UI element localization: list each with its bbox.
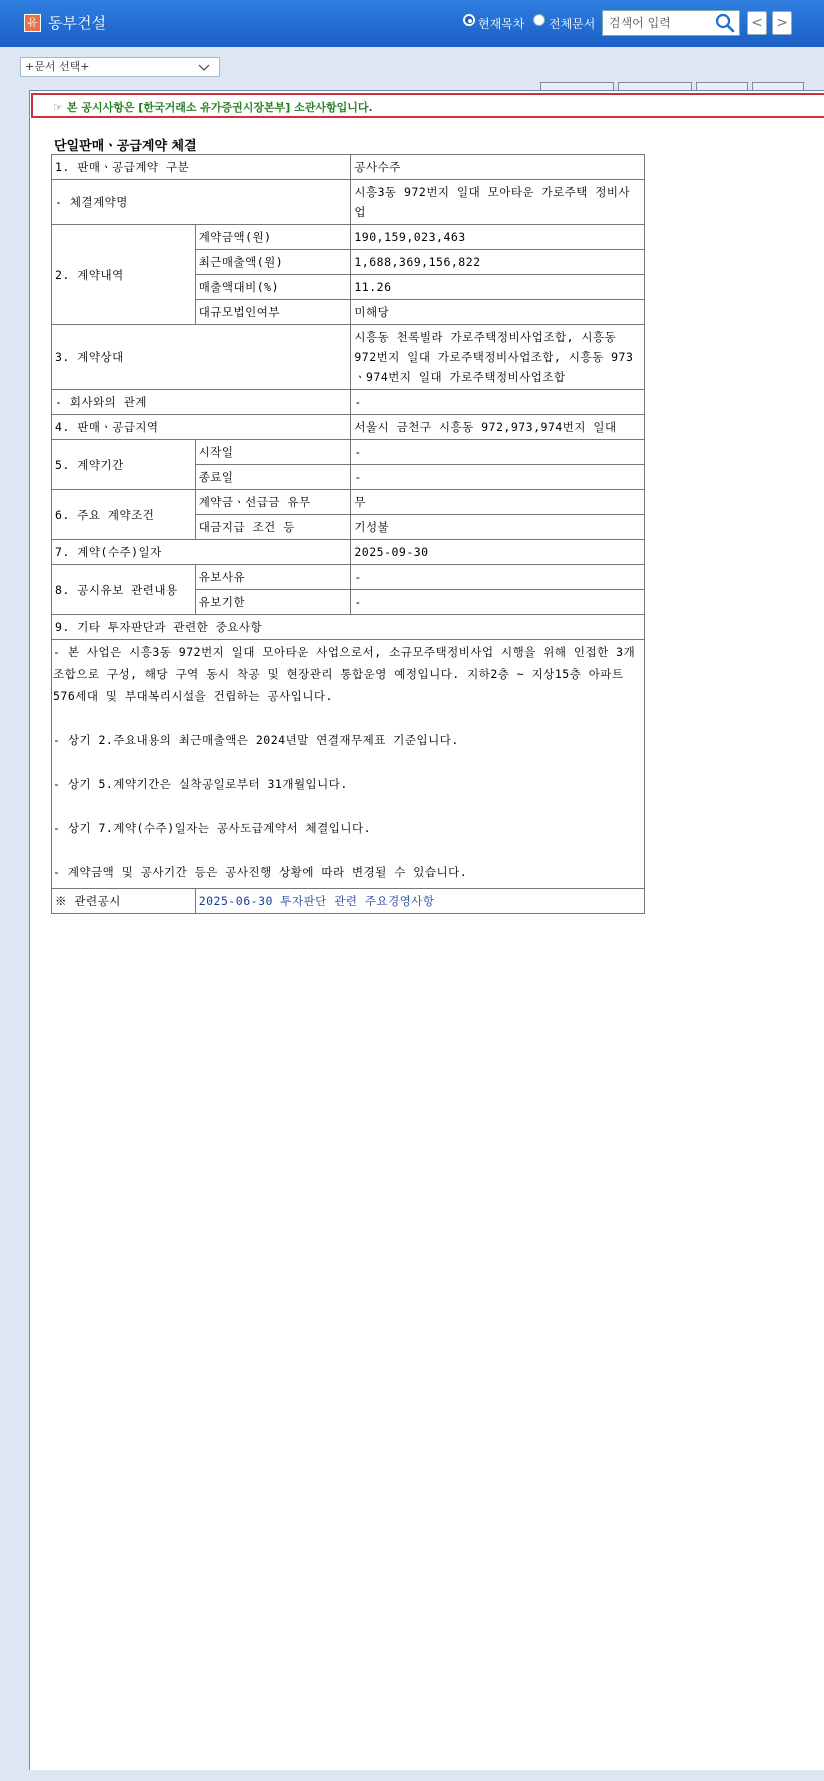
row-value: 서울시 금천구 시흥동 972,973,974번지 일대: [351, 415, 645, 440]
row-label: 5. 계약기간: [52, 440, 196, 490]
company-logo-icon: 유: [24, 14, 41, 32]
search-box: [602, 10, 740, 36]
row-value: 11.26: [351, 275, 645, 300]
row-value: 시흥3동 972번지 일대 모아타운 가로주택 정비사업: [351, 180, 645, 225]
sub-label: 매출액대비(%): [195, 275, 351, 300]
row-label: 6. 주요 계약조건: [52, 490, 196, 540]
note-paragraph: - 상기 5.계약기간은 실착공일로부터 31개월입니다.: [53, 777, 348, 791]
sub-label: 계약금ㆍ선급금 유무: [195, 490, 351, 515]
row-label: 7. 계약(수주)일자: [52, 540, 351, 565]
table-row: [52, 640, 645, 889]
next-button[interactable]: >: [772, 11, 792, 35]
sub-label: 최근매출액(원): [195, 250, 351, 275]
table-row: [52, 155, 645, 180]
top-header: [0, 0, 824, 47]
row-value: 공사수주: [351, 155, 645, 180]
row-value: 시흥동 천록빌라 가로주택정비사업조합, 시흥동 972번지 일대 가로주택정비사업조합, 시흥동 973ㆍ974번지 일대 가로주택정비사업조합: [351, 325, 645, 390]
radio-all-documents[interactable]: [533, 14, 545, 26]
row-value: -: [351, 590, 645, 615]
sub-label: 시작일: [195, 440, 351, 465]
document-select[interactable]: [20, 57, 220, 77]
row-label: 2. 계약내역: [52, 225, 196, 325]
sub-label: 계약금액(원): [195, 225, 351, 250]
table-row: [52, 565, 645, 590]
table-row: [52, 180, 645, 225]
sub-label: 종료일: [195, 465, 351, 490]
note-paragraph: - 계약금액 및 공사기간 등은 공사진행 상황에 따라 변경될 수 있습니다.: [53, 865, 468, 879]
search-input[interactable]: [609, 14, 709, 32]
radio-current-label[interactable]: 현재목차: [478, 17, 525, 31]
note-paragraph: - 상기 7.계약(수주)일자는 공사도급계약서 체결입니다.: [53, 821, 372, 835]
related-disclosure-link[interactable]: 2025-06-30 투자판단 관련 주요경영사항: [195, 889, 644, 914]
row-value: -: [351, 390, 645, 415]
table-row: [52, 325, 645, 390]
chevron-down-icon: [197, 61, 211, 79]
row-value: 기성불: [351, 515, 645, 540]
row-value: 190,159,023,463: [351, 225, 645, 250]
sub-label: 대규모법인여부: [195, 300, 351, 325]
row-label: 4. 판매ㆍ공급지역: [52, 415, 351, 440]
row-value: -: [351, 465, 645, 490]
note-paragraph: - 상기 2.주요내용의 최근매출액은 2024년말 연결재무제표 기준입니다.: [53, 733, 459, 747]
notice-text: 본 공시사항은 [한국거래소 유가증권시장본부] 소관사항입니다.: [66, 101, 373, 114]
row-label: 3. 계약상대: [52, 325, 351, 390]
table-row: [52, 490, 645, 515]
row-label: 9. 기타 투자판단과 관련한 중요사항: [52, 615, 645, 640]
company-name: 동부건설: [48, 14, 106, 32]
notice-banner: [31, 93, 824, 118]
row-label: - 체결계약명: [52, 180, 351, 225]
row-value: -: [351, 440, 645, 465]
row-label: - 회사와의 관계: [52, 390, 351, 415]
row-value: 2025-09-30: [351, 540, 645, 565]
radio-all-label[interactable]: 전체문서: [549, 17, 596, 31]
pointing-hand-icon: ☞: [53, 101, 63, 114]
table-row: [52, 615, 645, 640]
radio-current-section[interactable]: [463, 14, 475, 26]
table-row: [52, 390, 645, 415]
sub-label: 유보사유: [195, 565, 351, 590]
note-paragraph: - 본 사업은 시흥3동 972번지 일대 모아타운 사업으로서, 소규모주택정비사업 시행을 위해 인접한 3개 조합으로 구성, 해당 구역 동시 착공 및 현장관리 통합운영 예정입니다. 지하2층 ~ 지상15층 아파트 576세대 및 부대복리시설을 건립하는 공사입니다.: [53, 645, 636, 703]
table-row: [52, 440, 645, 465]
document-select-value: +문서 선택+: [25, 60, 90, 73]
row-value: 1,688,369,156,822: [351, 250, 645, 275]
table-row: [52, 889, 645, 914]
row-value: -: [351, 565, 645, 590]
document-title: 단일판매ㆍ공급계약 체결: [54, 139, 197, 154]
row-value: 미해당: [351, 300, 645, 325]
sub-label: 대금지급 조건 등: [195, 515, 351, 540]
notice-content: [53, 99, 373, 115]
table-row: [52, 225, 645, 250]
table-row: [52, 415, 645, 440]
row-label: 8. 공시유보 관련내용: [52, 565, 196, 615]
sub-label: 유보기한: [195, 590, 351, 615]
row-label: 1. 판매ㆍ공급계약 구분: [52, 155, 351, 180]
table-row: [52, 540, 645, 565]
prev-button[interactable]: <: [747, 11, 767, 35]
search-icon[interactable]: [714, 13, 736, 33]
disclosure-table: [51, 154, 645, 914]
row-label: ※ 관련공시: [52, 889, 196, 914]
row-value: 무: [351, 490, 645, 515]
notes-cell: [52, 640, 645, 889]
